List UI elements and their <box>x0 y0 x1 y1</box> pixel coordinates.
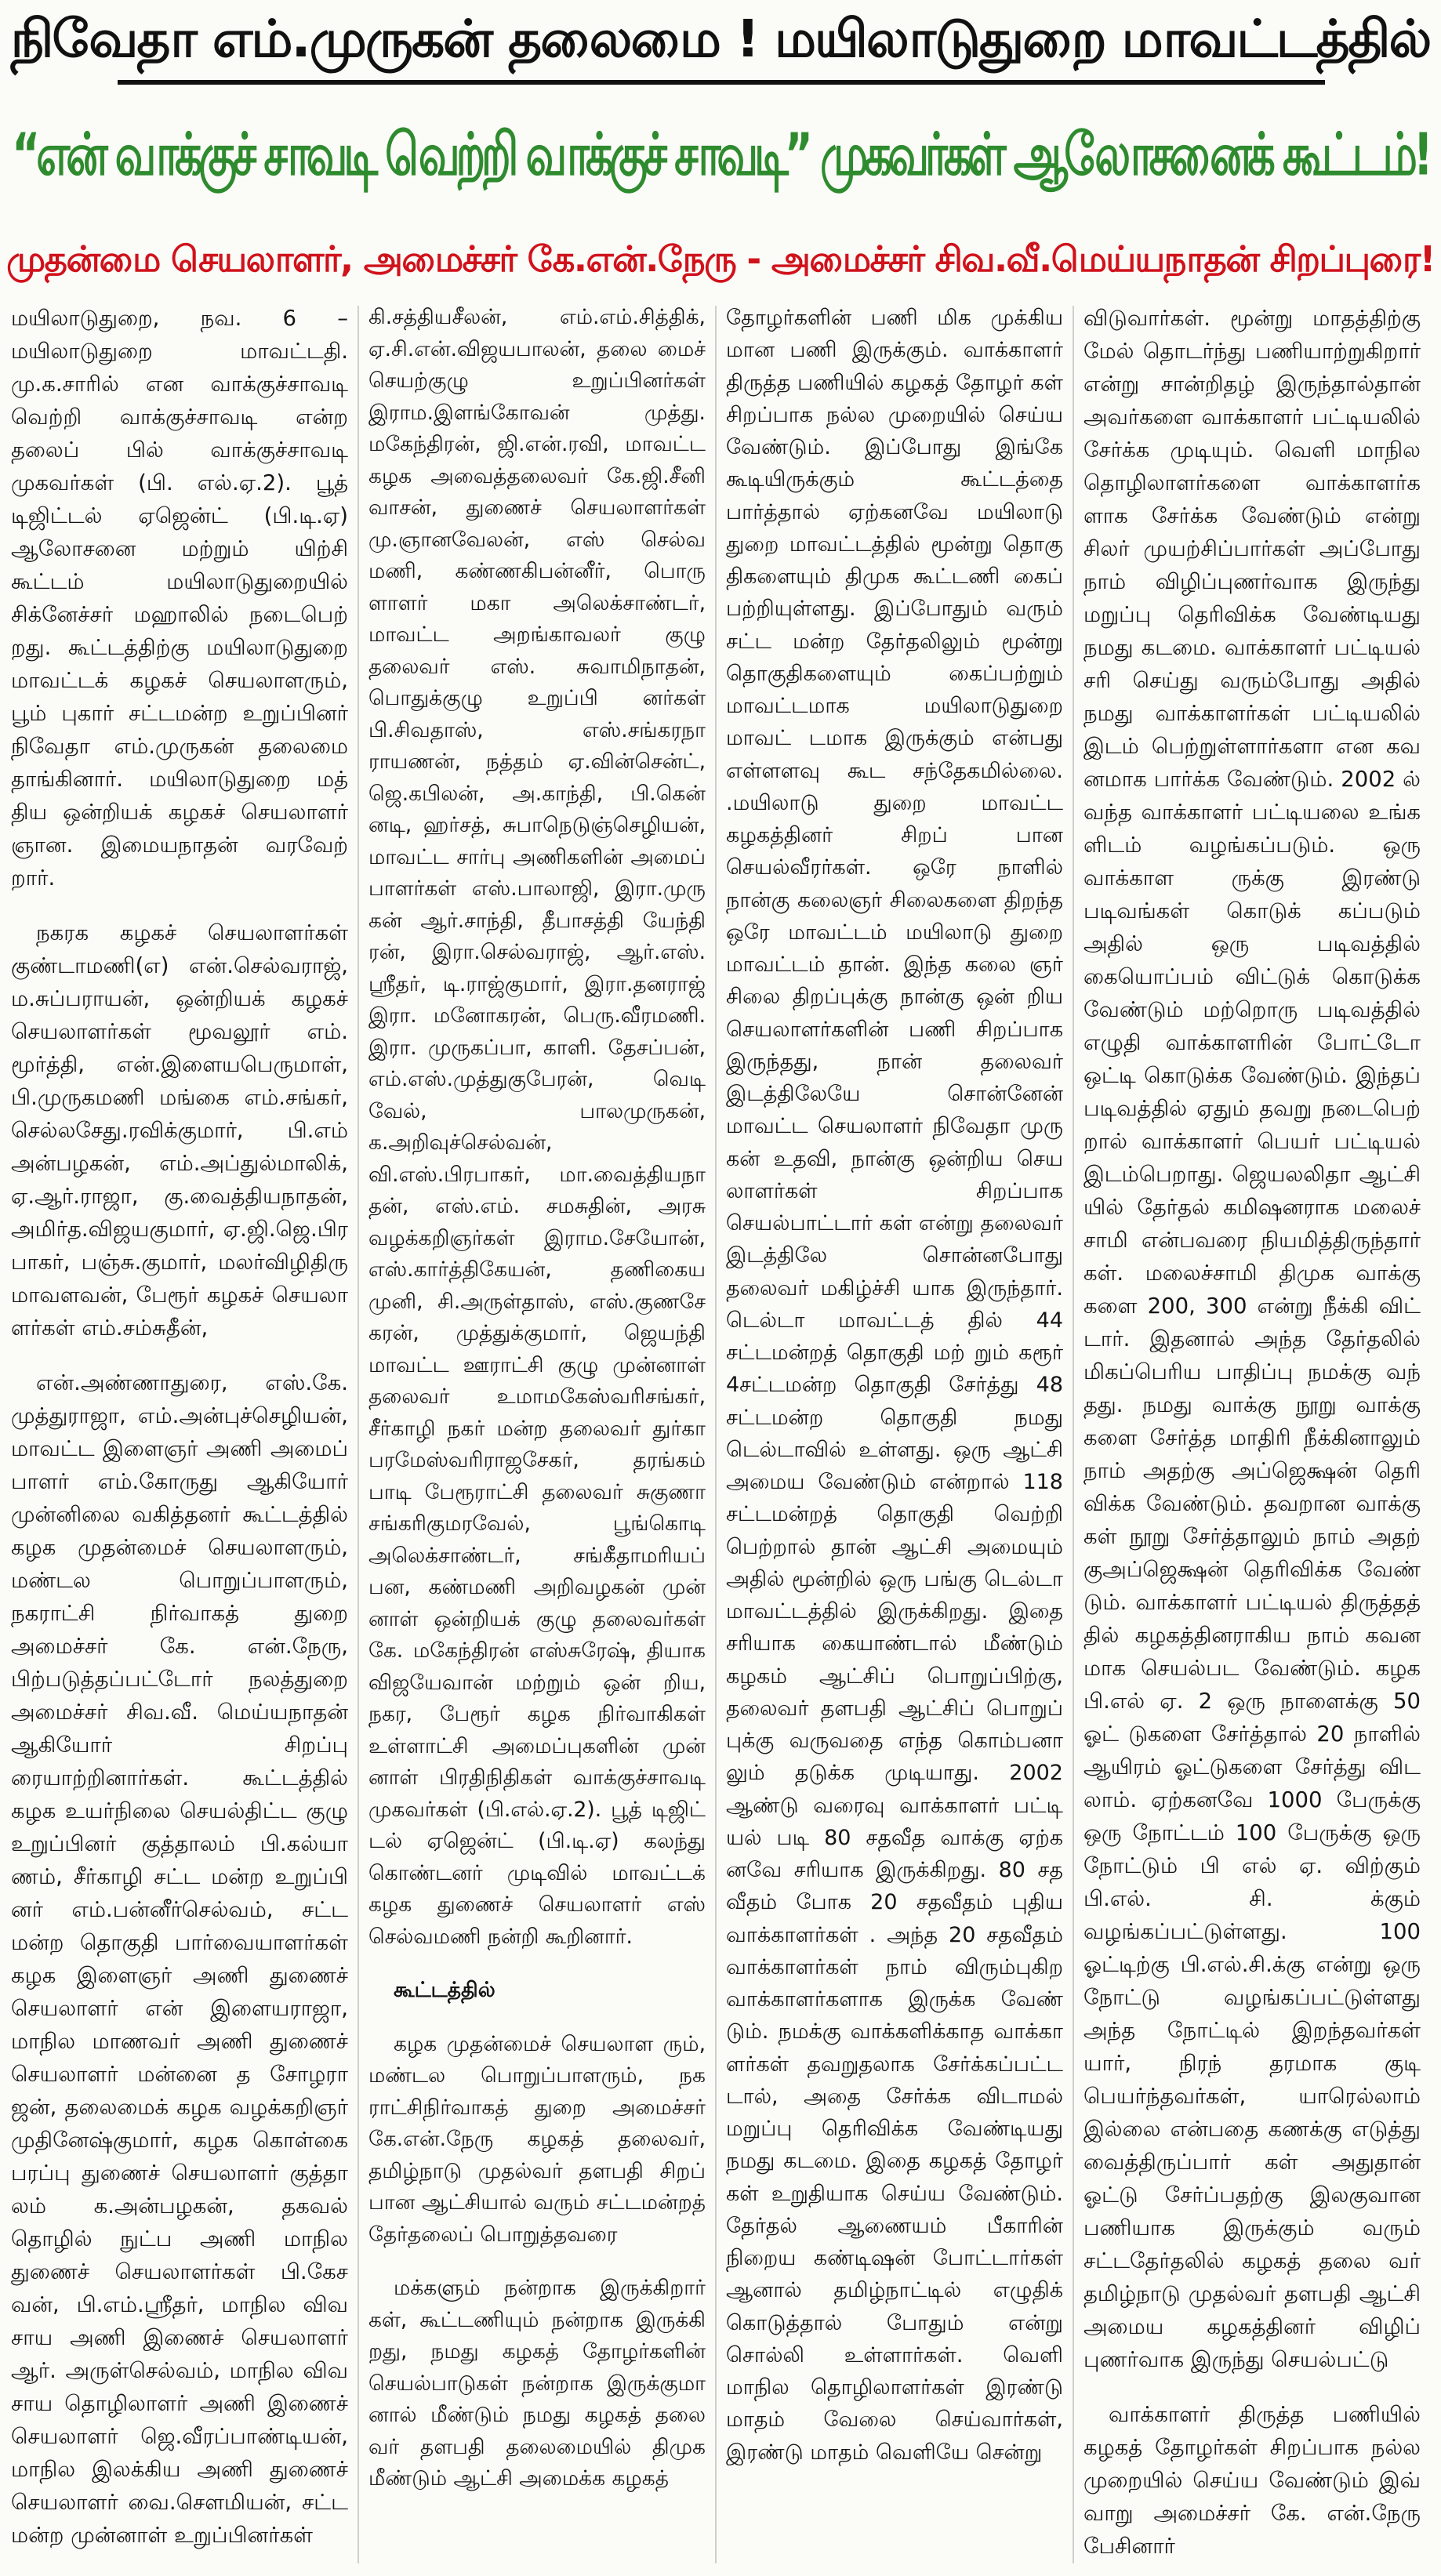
article-paragraph: மக்களும் நன்றாக இருக்கிறார் கள், கூட்டணியும் நன்றாக இருக்கி றது, நமது கழகத் தோழர்களின் செயல்பாடுகள் நன்றாக இருக்குமா னால் மீண்டும் நமது கழகத் தலை வர் தளபதி தலைமையில் திமுக மீண்டும் ஆட்சி அமைக்க கழகத் <box>368 2276 706 2491</box>
article-paragraph: விடுவார்கள். மூன்று மாதத்திற்கு மேல் தொடர்ந்து பணியாற்றுகிறார் என்று சான்றிதழ் இருந்தால்தான் அவர்களை வாக்காளர் பட்டியலில் சேர்க்க முடியும். வெளி மாநில தொழிலாளர்களை வாக்காளர்க ளாக சேர்க்க வேண்டும் என்று சிலர் முயற்சிப்பார்கள் அப்போது நாம் விழிப்புணர்வாக இருந்து மறுப்பு தெரிவிக்க வேண்டியது நமது கடமை. வாக்காளர் பட்டியல் சரி செய்து வரும்போது அதில் நமது வாக்காளர்கள் பட்டியலில் இடம் பெற்றுள்ளார்களா என கவ னமாக பார்க்க வேண்டும். 2002 ல் வந்த வாக்காளர் பட்டியலை உங்க ளிடம் வழங்கப்படும். ஒரு வாக்காள ருக்கு இரண்டு படிவங்கள் கொடுக் கப்படும் அதில் ஒரு படிவத்தில் கையொப்பம் விட்டுக் கொடுக்க வேண்டும் மற்றொரு படிவத்தில் எழுதி வாக்காளரின் போட்டோ ஒட்டி கொடுக்க வேண்டும். இந்தப் படிவத்தில் ஏதும் தவறு நடைபெற் றால் வாக்காளர் பெயர் பட்டியல் இடம்பெறாது. ஜெயலலிதா ஆட்சி யில் தேர்தல் கமிஷனராக மலைச் சாமி என்பவரை நியமித்திருந்தார் கள். மலைச்சாமி திமுக வாக்கு களை 200, 300 என்று நீக்கி விட் டார். இதனால் அந்த தேர்தலில் மிகப்பெரிய பாதிப்பு நமக்கு வந் தது. நமது வாக்கு நூறு வாக்கு களை சேர்த்த மாதிரி நீக்கினாலும் நாம் அதற்கு அப்ஜெக்ஷன் தெரி விக்க வேண்டும். தவறான வாக்கு கள் நூறு சேர்த்தாலும் நாம் அதற் குஅப்ஜெக்ஷன் தெரிவிக்க வேண் டும். வாக்காளர் பட்டியல் திருத்தத் தில் கழகத்தினராகிய நாம் கவன மாக செயல்பட வேண்டும். கழக பி.எல் ஏ. 2 ஒரு நாளைக்கு 50 ஓட் டுகளை சேர்த்தால் 20 நாளில் ஆயிரம் ஓட்டுகளை சேர்த்து விட லாம். ஏற்கனவே 1000 பேருக்கு ஒரு நோட்டம் 100 பேருக்கு ஒரு நோட்டும் பி எல் ஏ. விற்கும் பி.எல். சி. க்கும் வழங்கப்பட்டுள்ளது. 100 ஓட்டிற்கு பி.எல்.சி.க்கு என்று ஒரு நோட்டு வழங்கப்பட்டுள்ளது அந்த நோட்டில் இறந்தவர்கள் யார், நிரந் தரமாக குடி பெயர்ந்தவர்கள், யாரெல்லாம் இல்லை என்பதை கணக்கு எடுத்து வைத்திருப்பார் கள் அதுதான் ஓட்டு சேர்ப்பதற்கு இலகுவான பணியாக இருக்கும் வரும் சட்டதேர்தலில் கழகத் தலை வர் தமிழ்நாடு முதல்வர் தளபதி ஆட்சி அமைய கழகத்தினர் விழிப் புணர்வாக இருந்து செயல்பட்டு <box>1083 306 1421 2372</box>
article-subheading: கூட்டத்தில் <box>394 1978 495 2002</box>
article-paragraph: தோழர்களின் பணி மிக முக்கிய மான பணி இருக்கும். வாக்காளர் திருத்த பணியில் கழகத் தோழர் கள் சிறப்பாக நல்ல முறையில் செய்ய வேண்டும். இப்போது இங்கே கூடியிருக்கும் கூட்டத்தை பார்த்தால் ஏற்கனவே மயிலாடு துறை மாவட்டத்தில் மூன்று தொகு திகளையும் திமுக கூட்டணி கைப் பற்றியுள்ளது. இப்போதும் வரும் சட்ட மன்ற தேர்தலிலும் மூன்று தொகுதிகளையும் கைப்பற்றும் மாவட்டமாக மயிலாடுதுறை மாவட் டமாக இருக்கும் என்பது எள்ளளவு கூட சந்தேகமில்லை. .மயிலாடு துறை மாவட்ட கழகத்தினர் சிறப் பான செயல்வீரர்கள். ஒரே நாளில் நான்கு கலைஞர் சிலைகளை திறந்த ஒரே மாவட்டம் மயிலாடு துறை மாவட்டம் தான். இந்த கலை ஞர் சிலை திறப்புக்கு நான்கு ஒன் றிய செயலாளர்களின் பணி சிறப்பாக இருந்தது, நான் தலைவர் இடத்திலேயே சொன்னேன் மாவட்ட செயலாளர் நிவேதா முரு கன் உதவி, நான்கு ஒன்றிய செய லாளர்கள் சிறப்பாக செயல்பாட்டார் கள் என்று தலைவர் இடத்திலே சொன்னபோது தலைவர் மகிழ்ச்சி யாக இருந்தார். டெல்டா மாவட்டத் தில் 44 சட்டமன்றத் தொகுதி மற் றும் கரூர் 4சட்டமன்ற தொகுதி சேர்த்து 48 சட்டமன்ற தொகுதி நமது டெல்டாவில் உள்ளது. ஒரு ஆட்சி அமைய வேண்டும் என்றால் 118 சட்டமன்றத் தொகுதி வெற்றி பெற்றால் தான் ஆட்சி அமையும் அதில் மூன்றில் ஒரு பங்கு டெல்டா மாவட்டத்தில் இருக்கிறது. இதை சரியாக கையாண்டால் மீண்டும் கழகம் ஆட்சிப் பொறுப்பிற்கு, தலைவர் தளபதி ஆட்சிப் பொறுப் புக்கு வருவதை எந்த கொம்பனா லும் தடுக்க முடியாது. 2002 ஆண்டு வரைவு வாக்காளர் பட்டி யல் படி 80 சதவீத வாக்கு ஏற்க னவே சரியாக இருக்கிறது. 80 சத வீதம் போக 20 சதவீதம் புதிய வாக்காளர்கள் . அந்த 20 சதவீதம் வாக்காளர்கள் நாம் விரும்புகிற வாக்காளர்களாக இருக்க வேண் டும். நமக்கு வாக்களிக்காத வாக்கா ளர்கள் தவறுதலாக சேர்க்கப்பட்ட டால், அதை சேர்க்க விடாமல் மறுப்பு தெரிவிக்க வேண்டியது நமது கடமை. இதை கழகத் தோழர் கள் உறுதியாக செய்ய வேண்டும். தேர்தல் ஆணையம் பீகாரின் நிறைய கண்டிஷன் போட்டார்கள் ஆனால் தமிழ்நாட்டில் எழுதிக் கொடுத்தால் போதும் என்று சொல்லி உள்ளார்கள். வெளி மாநில தொழிலாளர்கள் இரண்டு மாதம் வேலை செய்வார்கள், இரண்டு மாதம் வெளியே சென்று <box>726 306 1063 2465</box>
article-paragraph: கழக முதன்மைச் செயலாள ரும், மண்டல பொறுப்பாளரும், நக ராட்சிநிர்வாகத் துறை அமைச்சர் கே.என்.நேரு கழகத் தலைவர், தமிழ்நாடு முதல்வர் தளபதி சிறப் பான ஆட்சியால் வரும் சட்டமன்றத் தேர்தலைப் பொறுத்தவரை <box>368 2031 706 2247</box>
article-column-1 <box>11 302 348 2571</box>
article-paragraph: நகரக கழகச் செயலாளர்கள் குண்டாமணி(எ) என்.செல்வராஜ், ம.சுப்பராயன், ஒன்றியக் கழகச் செயலாளர்கள் மூவலூர் எம். மூர்த்தி, என்.இளையபெருமாள், பி.முருகமணி மங்கை எம்.சங்கர், செல்லசேது.ரவிக்குமார், பி.எம் அன்பழகன், எம்.அப்துல்மாலிக், ஏ.ஆர்.ராஜா, கு.வைத்தியநாதன், அமிர்த.விஜயகுமார், ஏ.ஜி.ஜெ.பிர பாகர், பஞ்சு.குமார், மலர்விழிதிரு மாவளவன், பேரூர் கழகச் செயலா ளர்கள் எம்.சம்சுதீன், <box>11 920 348 1341</box>
article-column-3 <box>726 302 1063 2571</box>
article-paragraph: என்.அண்ணாதுரை, எஸ்.கே. முத்துராஜா, எம்.அன்புச்செழியன், மாவட்ட இளைஞர் அணி அமைப் பாளர் எம்.கோருது ஆகியோர் முன்னிலை வகித்தனர் கூட்டத்தில் கழக முதன்மைச் செயலாளரும், மண்டல பொறுப்பாளரும், நகராட்சி நிர்வாகத் துறை அமைச்சர் கே. என்.நேரு, பிற்படுத்தப்பட்டோர் நலத்துறை அமைச்சர் சிவ.வீ. மெய்யநாதன் ஆகியோர் சிறப்பு ரையாற்றினார்கள். கூட்டத்தில் கழக உயர்நிலை செயல்திட்ட குழு உறுப்பினர் குத்தாலம் பி.கல்யா ணம், சீர்காழி சட்ட மன்ற உறுப்பி னர் எம்.பன்னீர்செல்வம், சட்ட மன்ற தொகுதி பார்வையாளர்கள் கழக இளைஞர் அணி துணைச் செயலாளர் என் இளையராஜா, மாநில மாணவர் அணி துணைச் செயலாளர் மன்னை த சோழரா ஜன், தலைமைக் கழக வழக்கறிஞர் முதினேஷ்குமார், கழக கொள்கை பரப்பு துணைச் செயலாளர் குத்தா லம் க.அன்பழகன், தகவல் தொழில் நுட்ப அணி மாநில துணைச் செயலாளர்கள் பி.கேச வன், பி.எம்.ஸ்ரீதர், மாநில விவ சாய அணி இணைச் செயலாளர் ஆர். அருள்செல்வம், மாநில விவ சாய தொழிலாளர் அணி இணைச் செயலாளர் ஜெ.வீரப்பாண்டியன், மாநில இலக்கிய அணி துணைச் செயலாளர் வை.சௌமியன், சட்ட மன்ற முன்னாள் உறுப்பினர்கள் <box>11 1370 348 2548</box>
article-paragraph: வாக்காளர் திருத்த பணியில் கழகத் தோழர்கள் சிறப்பாக நல்ல முறையில் செய்ய வேண்டும் இவ் வாறு அமைச்சர் கே. என்.நேரு பேசினார் <box>1083 2402 1421 2559</box>
main-headline: “என் வாக்குச் சாவடி வெற்றி வாக்குச் சாவடி” முகவர்கள் ஆலோசனைக் கூட்டம்! <box>12 120 1429 189</box>
column-divider <box>1073 306 1074 2563</box>
article-paragraph: மயிலாடுதுறை, நவ. 6 – மயிலாடுதுறை மாவட்டதி. மு.க.சாரில் என வாக்குச்சாவடி வெற்றி வாக்குச்சாவடி என்ற தலைப் பில் வாக்குச்சாவடி முகவர்கள் (பி. எல்.ஏ.2). பூத் டிஜிட்டல் ஏஜென்ட் (பி.டி.ஏ) ஆலோசனை மற்றும் யிற்சி கூட்டம் மயிலாடுதுறையில் சிக்னேச்சர் மஹாலில் நடைபெற் றது. கூட்டத்திற்கு மயிலாடுதுறை மாவட்டக் கழகச் செயலாளரும், பூம் புகார் சட்டமன்ற உறுப்பினர் நிவேதா எம்.முருகன் தலைமை தாங்கினார். மயிலாடுதுறை மத் திய ஒன்றியக் கழகச் செயலாளர் ஞான. இமையநாதன் வரவேற் றார். <box>11 306 348 891</box>
column-divider <box>715 306 717 2563</box>
kicker-headline: நிவேதா எம்.முருகன் தலைமை ! மயிலாடுதுறை மாவட்டத்தில் <box>10 9 1431 69</box>
subheadline: முதன்மை செயலாளர், அமைச்சர் கே.என்.நேரு - அமைச்சர் சிவ.வீ.மெய்யநாதன் சிறப்புரை! <box>6 238 1435 280</box>
article-paragraph: கி.சத்தியசீலன், எம்.எம்.சித்திக், ஏ.சி.என்.விஜயபாலன், தலை மைச் செயற்குழு உறுப்பினர்கள் இராம.இளங்கோவன் முத்து. மகேந்திரன், ஜி.என்.ரவி, மாவட்ட கழக அவைத்தலைவர் கே.ஜி.சீனி வாசன், துணைச் செயலாளர்கள் மு.ஞானவேலன், எஸ் செல்வ மணி, கண்ணகிபன்னீர், பொரு ளாளர் மகா அலெக்சாண்டர், மாவட்ட அறங்காவலர் குழு தலைவர் எஸ். சுவாமிநாதன், பொதுக்குழு உறுப்பி னர்கள் பி.சிவதாஸ், எஸ்.சங்கரநா ராயணன், நத்தம் ஏ.வின்சென்ட், ஜெ.கபிலன், அ.காந்தி, பி.கென் னடி, ஹர்சத், சுபாநெடுஞ்செழியன், மாவட்ட சார்பு அணிகளின் அமைப் பாளர்கள் எஸ்.பாலாஜி, இரா.முரு கன் ஆர்.சாந்தி, தீபாசத்தி யேந்தி ரன், இரா.செல்வராஜ், ஆர்.எஸ். ஸ்ரீதர், டி.ராஜ்குமார், இரா.தனராஜ் இரா. மனோகரன், பெரு.வீரமணி. இரா. முருகப்பா, காளி. தேசப்பன், எம்.எஸ்.முத்துகுபேரன், வெடி வேல், பாலமுருகன், க.அறிவுச்செல்வன், வி.எஸ்.பிரபாகர், மா.வைத்தியநா தன், எஸ்.எம். சமசுதின், அரசு வழக்கறிஞர்கள் இராம.சேயோன், எஸ்.கார்த்திகேயன், தணிகைய முனி, சி.அருள்தாஸ், எஸ்.குணசே கரன், முத்துக்குமார், ஜெயந்தி மாவட்ட ஊராட்சி குழு முன்னாள் தலைவர் உமாமகேஸ்வரிசங்கர், சீர்காழி நகர் மன்ற தலைவர் துர்கா பரமேஸ்வரிராஜசேகர், தரங்கம் பாடி பேரூராட்சி தலைவர் சுகுணா சங்கரிகுமரவேல், பூங்கொடி அலெக்சாண்டர், சங்கீதாமரியப் பன, கண்மணி அறிவழகன் முன் னாள் ஒன்றியக் குழு தலைவர்கள் கே. மகேந்திரன் எஸ்சுரேஷ், தியாக விஜயேவான் மற்றும் ஒன் றிய, நகர, பேரூர் கழக நிர்வாகிகள் உள்ளாட்சி அமைப்புகளின் முன் னாள் பிரதிநிதிகள் வாக்குச்சாவடி முகவர்கள் (பி.எல்.ஏ.2). பூத் டிஜிட் டல் ஏஜென்ட் (பி.டி.ஏ) கலந்து கொண்டனர் முடிவில் மாவட்டக் கழக துணைச் செயலாளர் எஸ் செல்வமணி நன்றி கூறினார். <box>368 305 706 1949</box>
article-column-2 <box>368 302 706 2571</box>
article-column-4 <box>1083 302 1421 2571</box>
column-divider <box>358 306 359 2563</box>
